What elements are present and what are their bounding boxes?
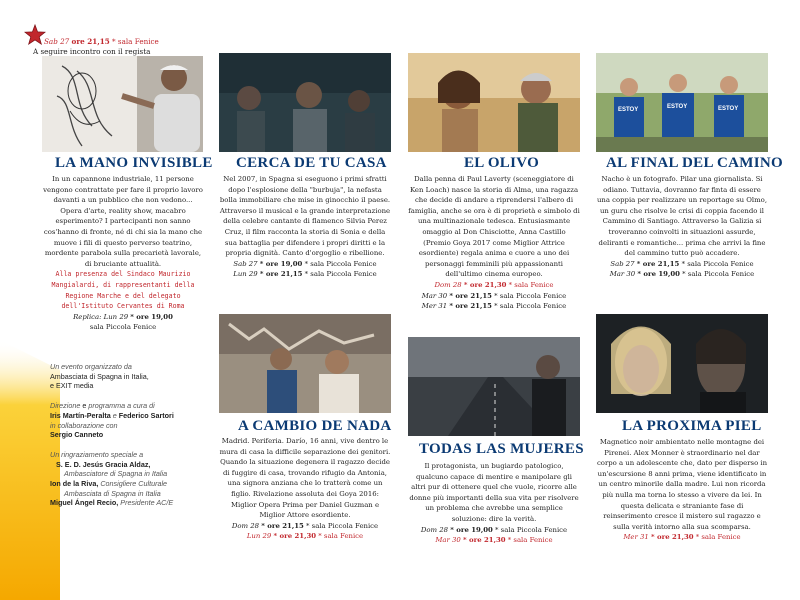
schedule-venue: * sala Fenice bbox=[508, 280, 554, 289]
el-olivo-title: EL OLIVO bbox=[464, 155, 540, 171]
credits-counselor: Ion de la Riva, bbox=[50, 479, 99, 489]
schedule-label: Replica: bbox=[73, 312, 102, 321]
la-mano-invisible-title: LA MANO INVISIBLE bbox=[55, 155, 213, 171]
al-final-del-camino-title: AL FINAL DEL CAMINO bbox=[606, 155, 783, 171]
credits-direction-line bbox=[50, 401, 240, 411]
schedule-date: Lun 29 bbox=[233, 270, 258, 279]
a-cambio-de-nada-synopsis: Madrid. Periferia. Darío, 16 anni, vive dentro le mura di casa la difficile separazione dei genitori. Quando la situazione degenera il ragazzo decide di fuggire di casa, trovando rifugio da Antonia, una signora anziana che lo tratterà come un figlio. Rivelazione assoluta dei Goya 2016: Miglior Opera Prima per Daniel Guzman e Miglior Attore esordiente. bbox=[219, 437, 391, 520]
schedule-time: * ore 21,30 bbox=[273, 532, 317, 541]
credits-direction-label: Direzione bbox=[50, 401, 81, 411]
credits-program-label: programma a cura di bbox=[88, 401, 155, 411]
schedule-date: Mar 30 bbox=[421, 291, 448, 300]
a-cambio-de-nada-schedule-2 bbox=[219, 531, 391, 542]
schedule-date: Mer 31 bbox=[421, 302, 448, 311]
la-mano-invisible-photo bbox=[42, 56, 203, 152]
schedule-date: Dom 28 bbox=[434, 280, 462, 289]
todas-las-mujeres-photo bbox=[408, 337, 580, 436]
schedule-date: Lun 29 bbox=[103, 312, 129, 321]
cerca-de-tu-casa-photo bbox=[219, 53, 391, 152]
schedule-date: Sab 27 bbox=[233, 259, 258, 268]
credits-counselor-role: Consigliere Culturale bbox=[100, 479, 168, 489]
schedule-time: * ore 21,30 bbox=[462, 536, 506, 545]
schedule-time: * ore 19,00 bbox=[130, 312, 173, 321]
credits-directors-line bbox=[50, 411, 240, 421]
top-event-schedule bbox=[44, 37, 159, 46]
la-mano-invisible-description bbox=[42, 174, 204, 333]
svg-text:ESTOY: ESTOY bbox=[618, 107, 639, 113]
svg-text:ESTOY: ESTOY bbox=[718, 106, 739, 112]
cerca-de-tu-casa-title: CERCA DE TU CASA bbox=[236, 155, 387, 171]
la-proxima-piel-synopsis: Magnetico noir ambientato nelle montagne dei Pirenei. Alex Monner è straordinario nel dar corpo a un adolescente che, dato per disperso in un'escursione 8 anni prima, viene identificato in un centro minorile dalla madre. Lui non ricorda più nulla ma torna lo stesso a vivere da lei. In questa delicata e straniante fase di reinserimento cresce il mistero sul ragazzo e sulla verità intorno alla sua scomparsa. bbox=[596, 438, 768, 531]
credits-organizer-embassy: Ambasciata di Spagna in Italia, bbox=[50, 371, 149, 381]
top-event-time: ore 21,15 bbox=[71, 37, 110, 46]
credits-collaborator: Sergio Canneto bbox=[50, 430, 104, 440]
credits-president-role: Presidente AC/E bbox=[120, 498, 174, 508]
todas-las-mujeres-schedule-1 bbox=[408, 525, 580, 536]
schedule-date: Mer 31 bbox=[623, 533, 649, 542]
la-proxima-piel-schedule-1 bbox=[596, 532, 768, 543]
credits-thanks-label: Un ringraziamento speciale a bbox=[50, 449, 144, 459]
credits-director-2: Federico Sartori bbox=[118, 410, 174, 420]
cerca-de-tu-casa-synopsis: Nel 2007, in Spagna si eseguono i primi sfratti dopo l'esplosione della "burbuja", la nefasta bolla immobiliare che mise in ginocchio il paese. Attraverso il musical e la grande interpretazione della celebre cantante di flamenco Silvia Perez Cruz, il film racconta la storia di Sonia e della sua battaglia per difendere i propri diritti e la propria dignità. Canto d'orgoglio e ribellione. bbox=[219, 175, 391, 258]
al-final-del-camino-synopsis: Nacho è un fotografo. Pilar una giornalista. Si odiano. Tuttavia, dovranno far finta di essere una coppia per realizzare un reportage su Olmo, un guru che risolve le crisi di coppia facendo il Cammino di Santiago. Attraverso la Galizia si troveranno coinvolti in situazioni assurde, deliranti e romantiche... prima che arrivi la fine del cammino tutto può accadere. bbox=[596, 175, 768, 258]
la-proxima-piel-photo bbox=[596, 314, 768, 413]
al-final-del-camino-schedule-1 bbox=[596, 259, 768, 270]
schedule-venue: sala Piccola Fenice bbox=[89, 323, 157, 332]
al-final-del-camino-photo bbox=[596, 53, 768, 152]
schedule-date: Sab 27 bbox=[610, 259, 635, 268]
credits-conjunction: e bbox=[112, 410, 117, 420]
top-event-venue: * sala Fenice bbox=[112, 37, 159, 46]
top-event-note: A seguire incontro con il regista bbox=[33, 47, 151, 56]
credits-director-1: Iris Martín-Peralta bbox=[50, 410, 111, 420]
schedule-date: Lun 29 bbox=[246, 532, 272, 541]
schedule-time: * ore 19,00 bbox=[450, 525, 493, 534]
el-olivo-schedule-3 bbox=[408, 301, 580, 312]
el-olivo-photo bbox=[408, 53, 580, 152]
cerca-de-tu-casa-schedule-1 bbox=[219, 259, 391, 270]
el-olivo-schedule-2 bbox=[408, 291, 580, 302]
credits-counselor-line bbox=[50, 479, 240, 489]
red-star-icon bbox=[24, 24, 46, 46]
schedule-venue: * sala Piccola Fenice bbox=[306, 521, 379, 530]
credits-organized-label: Un evento organizzato da bbox=[50, 362, 132, 371]
schedule-time: * ore 21,15 bbox=[636, 259, 680, 268]
credits-collab-label: in collaborazione con bbox=[50, 420, 118, 430]
schedule-date: Dom 28 bbox=[420, 525, 449, 534]
schedule-time: * ore 21,15 bbox=[449, 302, 492, 311]
schedule-venue: * sala Piccola Fenice bbox=[304, 270, 377, 279]
todas-las-mujeres-synopsis: Il protagonista, un bugiardo patologico, qualcuno capace di mentire e manipolare gli altri pur di ottenere quel che vuole, ricorre alle donne più importanti della sua vita per risolvere un problema che avrebbe una semplice soluzione: dire la verità. bbox=[409, 462, 579, 523]
schedule-time: * ore 19,00 bbox=[259, 259, 303, 268]
schedule-date: Mar 30 bbox=[609, 270, 636, 279]
el-olivo-schedule-1 bbox=[408, 280, 580, 291]
credits-ambassador: S. E. D. Jesús Gracia Aldaz, bbox=[56, 459, 151, 469]
cerca-de-tu-casa-description bbox=[219, 174, 391, 280]
schedule-time: * ore 19,00 bbox=[637, 270, 680, 279]
la-proxima-piel-title: LA PROXIMA PIEL bbox=[622, 418, 762, 434]
schedule-time: * ore 21,30 bbox=[463, 280, 507, 289]
credits-conjunction: e bbox=[82, 401, 87, 411]
schedule-venue: * sala Piccola Fenice bbox=[494, 302, 567, 311]
schedule-venue: * sala Piccola Fenice bbox=[682, 270, 755, 279]
schedule-venue: * sala Piccola Fenice bbox=[494, 291, 567, 300]
schedule-time: * ore 21,15 bbox=[259, 270, 303, 279]
todas-las-mujeres-schedule-2 bbox=[408, 535, 580, 546]
la-mano-invisible-guests: Alla presenza del Sindaco Maurizio Mangialardi, di rappresentanti della Regione Marche e del delegato dell'Istituto Cervantes di Roma bbox=[51, 270, 195, 311]
schedule-time: * ore 21,15 bbox=[449, 291, 492, 300]
credits-block bbox=[50, 362, 240, 508]
credits-counselor-embassy: Ambasciata di Spagna in Italia bbox=[64, 488, 161, 498]
el-olivo-synopsis: Dalla penna di Paul Laverty (sceneggiatore di Ken Loach) nasce la storia di Alma, una ragazza che decide di andare a riprendersi l'albero di famiglia, anche se ora è di proprietà e simbolo di una multinazionale tedesca. Entusiasmante omaggio al Don Chisciotte, Anna Castillo (Premio Goya 2017 come Miglior Attrice esordiente) regala anima e cuore a uno dei personaggi femminili più appassionanti dell'ultimo cinema europeo. bbox=[408, 175, 580, 279]
credits-organizer-exit: e EXIT media bbox=[50, 381, 94, 391]
credits-ambassador-role: Ambasciatore di Spagna in Italia bbox=[64, 469, 168, 479]
schedule-venue: * sala Piccola Fenice bbox=[495, 525, 568, 534]
la-proxima-piel-description bbox=[596, 437, 768, 543]
cerca-de-tu-casa-schedule-2 bbox=[219, 269, 391, 280]
la-mano-invisible-schedule bbox=[42, 312, 204, 333]
top-event-date: Sab 27 bbox=[44, 37, 70, 46]
a-cambio-de-nada-schedule-1 bbox=[219, 521, 391, 532]
schedule-date: Dom 28 bbox=[231, 521, 260, 530]
credits-president: Miguel Ángel Recio, bbox=[50, 498, 119, 508]
credits-president-line bbox=[50, 498, 240, 508]
schedule-venue: * sala Fenice bbox=[318, 532, 364, 541]
schedule-venue: * sala Fenice bbox=[507, 536, 553, 545]
a-cambio-de-nada-photo bbox=[219, 314, 391, 413]
svg-text:ESTOY: ESTOY bbox=[667, 104, 688, 110]
schedule-time: * ore 21,30 bbox=[650, 533, 694, 542]
schedule-venue: * sala Piccola Fenice bbox=[304, 259, 377, 268]
a-cambio-de-nada-title: A CAMBIO DE NADA bbox=[238, 418, 392, 434]
schedule-venue: * sala Fenice bbox=[695, 533, 741, 542]
schedule-date: Mar 30 bbox=[435, 536, 461, 545]
schedule-venue: * sala Piccola Fenice bbox=[681, 259, 754, 268]
la-mano-invisible-synopsis: In un capannone industriale, 11 persone vengono contrattate per fare il proprio lavoro davanti a un pubblico che non vedono... Opera d'arte, reality show, macabro esperimento? I partecipanti non sanno cos'hanno di fronte, né di chi sia la mano che muove i fili di questo perverso teatrino, mordente parabola sulla precarietà lavorale, di bruciante attualità. bbox=[43, 175, 203, 268]
todas-las-mujeres-title: TODAS LAS MUJERES bbox=[419, 441, 584, 457]
el-olivo-description bbox=[408, 174, 580, 312]
todas-las-mujeres-description bbox=[408, 461, 580, 546]
schedule-time: * ore 21,15 bbox=[261, 521, 304, 530]
a-cambio-de-nada-description bbox=[219, 436, 391, 542]
al-final-del-camino-schedule-2 bbox=[596, 269, 768, 280]
al-final-del-camino-description bbox=[596, 174, 768, 280]
